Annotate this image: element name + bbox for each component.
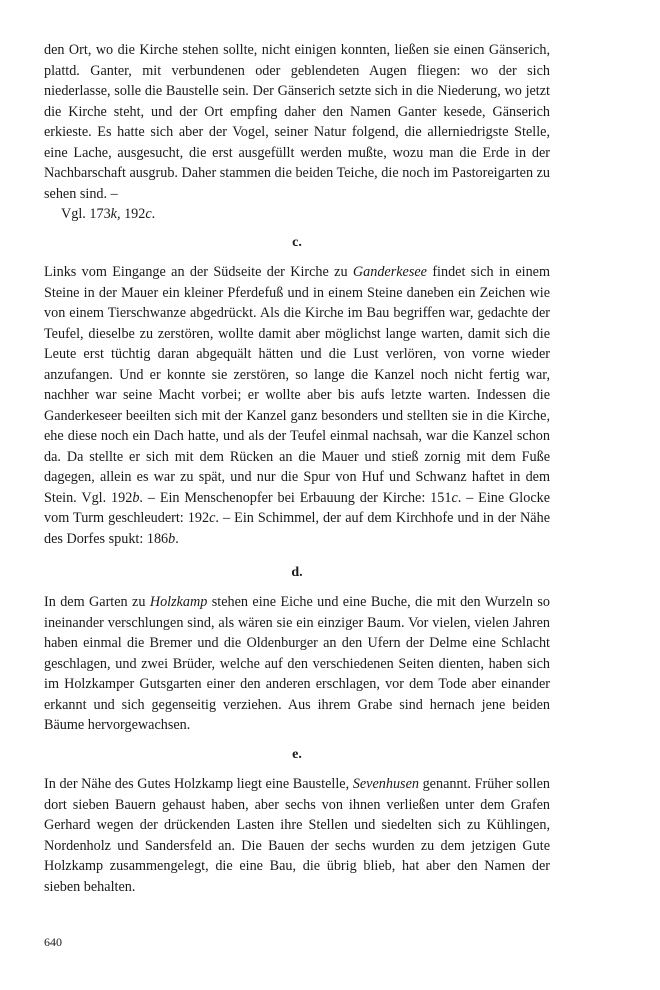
intro-paragraph: den Ort, wo die Kirche stehen sollte, nicht einigen konnten, ließen sie einen Gänserich, plattd. Ganter, mit verbundenen oder geblendeten Augen fliegen: wo der sich niederlasse, solle die Baustelle sein. Der Gänserich setzte sich in die Niederung, wo jetzt die Kirche steht, und der Ort empfing daher den Namen Ganter kesede, Gänserich erkieste. Es hatte sich aber der Vogel, seiner Natur folgend, die allerniedrigste Stelle, eine Lache, ausgesucht, die erst ausgefüllt werden mußte, wozu man die Erde in der Nachbarschaft ausgrub. Daher stammen die beiden Teiche, die noch im Pastoreigarten zu sehen sind. – [44,42,550,202]
section-d-paragraph: In dem Garten zu Holzkamp stehen eine Eiche und eine Buche, die mit den Wurzeln so ineinander verschlungen sind, als wären sie ein einziger Baum. Vor vielen, vielen Jahren haben einmal die Bremer und die Oldenburger an den Ufern der Delme eine Schlacht geschlagen, und zwei Brüder, welche auf den verschiedenen Seiten dienten, haben sich im Holzkamper Gutsgarten einer den anderen erschlagen, vor dem Tode aber einander erkannt und sich gegenseitig verziehen. Aus ihrem Grabe sind hernach jene beiden Bäume hervorgewachsen. [44,594,550,733]
section-d-body [44,592,550,736]
place-name: Ganderkesee [352,264,427,280]
intro-block [44,40,550,225]
section-e-paragraph: In der Nähe des Gutes Holzkamp liegt eine Baustelle, Sevenhusen genannt. Früher sollen dort sieben Bauern gehaust haben, aber sechs von ihnen verließen unter dem Grafen Gerhard wegen der drückenden Lasten ihre Stellen und siedelten sich zu Kühlingen, Nordenholz und Sandersfeld an. Die Bauen der sechs wurden zu dem jetzigen Gute Holzkamp zusammengelegt, die eine Bau, die übrig blieb, hat aber den Namen der sieben behalten. [44,776,551,895]
section-c-body [44,262,550,549]
section-heading-c: c. [292,235,302,250]
section-heading-e: e. [292,747,302,762]
section-heading-d: d. [291,565,303,580]
place-name: Sevenhusen [352,776,419,792]
page-number: 640 [44,935,62,949]
place-name: Holzkamp [149,594,208,610]
section-c-paragraph: Links vom Eingange an der Südseite der Kirche zu Ganderkesee findet sich in einem Steine in der Mauer ein kleiner Pferdefuß und in einem Steine daneben ein Zeichen wie von einem Tierschwanze abgedrückt. Als die Kirche im Bau begriffen war, gedachte der Teufel, dieselbe zu zerstören, wollte damit aber möglichst lange warten, damit sich die Leute erst tüchtig daran abgequält hätten und die Lust verlören, von vorne wieder anzufangen. Und er konnte sie zerstören, so lange die Kanzel noch nicht fertig war, nachher war seine Macht vorbei; er wollte aber bis aufs letzte warten. Indessen die Ganderkeseer beeilten sich mit der Kanzel ganz besonders und stellten sie in die Kirche, ehe diese noch ein Dach hatte, und als der Teufel einmal nachsah, war die Kanzel schon da. Da stellte er sich mit dem Rücken an die Mauer und stieß zornig mit dem Fuße dagegen, allein es war zu spät, und nur die Spur von Huf und Schwanz haftet in dem Stein. Vgl. 192b. – Ein Menschenopfer bei Erbauung der Kirche: 151c. – Eine Glocke vom Turm geschleudert: 192c. – Ein Schimmel, der auf dem Kirchhofe und in der Nähe des Dorfes spukt: 186b. [44,264,551,547]
section-e-body [44,774,550,897]
cross-reference: Vgl. 173k, 192c. [61,206,156,222]
